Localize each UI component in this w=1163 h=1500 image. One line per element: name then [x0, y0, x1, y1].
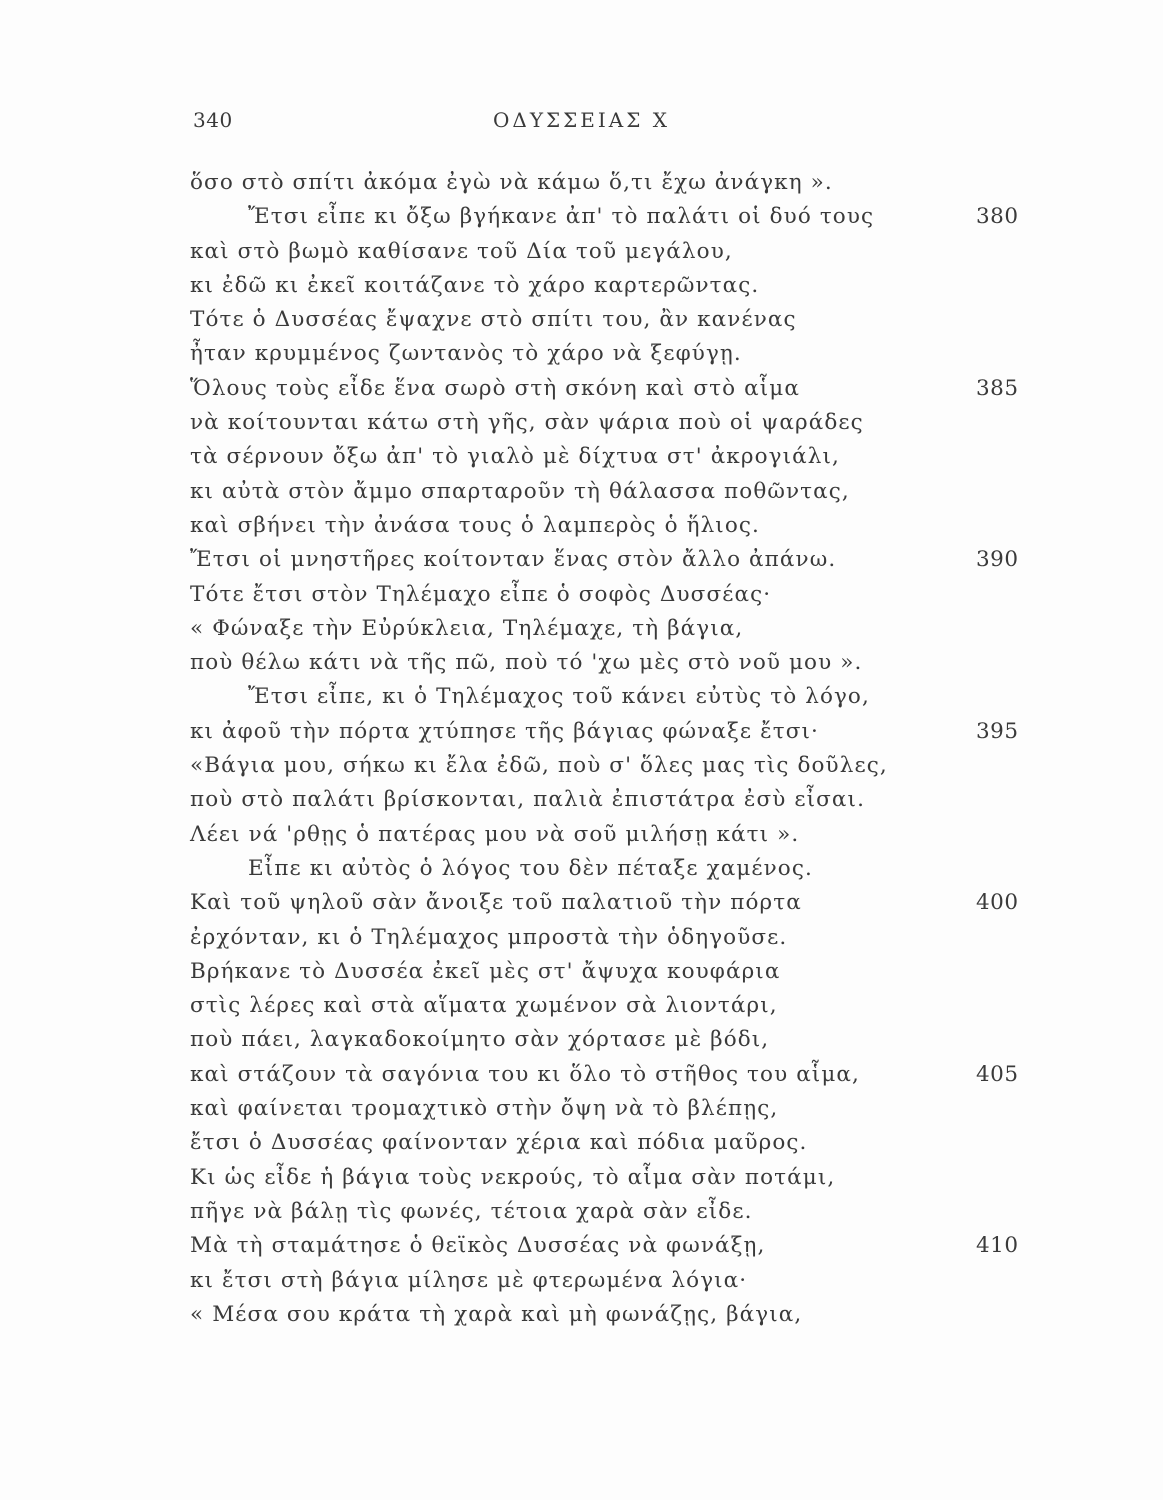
verse-text: κι ἐδῶ κι ἐκεῖ κοιτάζανε τὸ χάρο καρτερῶντας.: [190, 272, 760, 298]
verse-line: [190, 509, 1090, 543]
verse-text: Τότε ὁ Δυσσέας ἔψαχνε στὸ σπίτι του, ἂν κανένας: [190, 307, 797, 333]
verse-line: [190, 1229, 1090, 1263]
verse-text: κι ἔτσι στὴ βάγια μίλησε μὲ φτερωμένα λόγια·: [190, 1267, 748, 1293]
verse-text: στὶς λέρες καὶ στὰ αἵματα χωμένον σὰ λιοντάρι,: [190, 993, 778, 1019]
verse-text: καὶ στάζουν τὰ σαγόνια του κι ὅλο τὸ στῆθος του αἷμα,: [190, 1061, 860, 1087]
verse-text: Ἔτσι οἱ μνηστῆρες κοίτονταν ἕνας στὸν ἄλλο ἀπάνω.: [190, 547, 837, 573]
page-number: 340: [193, 108, 233, 132]
line-number: 395: [976, 718, 1019, 744]
verse-line: [190, 406, 1090, 440]
verse-line: [190, 269, 1090, 303]
verse-text: Λέει νά 'ρθῃς ὁ πατέρας μου νὰ σοῦ μιλήσῃ κάτι ».: [190, 821, 800, 847]
verse-line: [190, 543, 1090, 577]
verse-block: [190, 166, 1090, 1332]
verse-line: [190, 1161, 1090, 1195]
verse-text: Καὶ τοῦ ψηλοῦ σὰν ἄνοιξε τοῦ παλατιοῦ τὴν πόρτα: [190, 890, 802, 916]
verse-line: [190, 303, 1090, 337]
line-number: 390: [976, 547, 1019, 573]
verse-text: Ὅλους τοὺς εἶδε ἕνα σωρὸ στὴ σκόνη καὶ στὸ αἷμα: [190, 375, 800, 401]
line-number: 380: [976, 204, 1019, 230]
verse-line: [190, 1023, 1090, 1057]
running-title: ΟΔΥΣΣΕΙΑΣ Χ: [492, 108, 670, 132]
verse-line: [190, 646, 1090, 680]
verse-text: ἔτσι ὁ Δυσσέας φαίνονταν χέρια καὶ πόδια μαῦρος.: [190, 1130, 808, 1156]
line-number: 385: [976, 375, 1019, 401]
verse-line: [190, 852, 1090, 886]
verse-text: τὰ σέρνουν ὄξω ἀπ' τὸ γιαλὸ μὲ δίχτυα στ' ἀκρογιάλι,: [190, 444, 840, 470]
verse-text: Κι ὡς εἶδε ἡ βάγια τοὺς νεκρούς, τὸ αἷμα σὰν ποτάμι,: [190, 1164, 836, 1190]
verse-text: ποὺ πάει, λαγκαδοκοίμητο σὰν χόρτασε μὲ βόδι,: [190, 1027, 770, 1053]
verse-line: [190, 200, 1090, 234]
verse-text: ποὺ στὸ παλάτι βρίσκονται, παλιὰ ἐπιστάτρα ἐσὺ εἶσαι.: [190, 787, 865, 813]
verse-line: [190, 783, 1090, 817]
verse-line: [190, 749, 1090, 783]
verse-text: καὶ στὸ βωμὸ καθίσανε τοῦ Δία τοῦ μεγάλου,: [190, 238, 733, 264]
verse-line: [190, 235, 1090, 269]
verse-line: [190, 1298, 1090, 1332]
verse-text: πῆγε νὰ βάλῃ τὶς φωνές, τέτοια χαρὰ σὰν εἶδε.: [190, 1198, 753, 1224]
verse-line: [190, 1195, 1090, 1229]
verse-line: [190, 475, 1090, 509]
verse-text: Εἶπε κι αὐτὸς ὁ λόγος του δὲν πέταξε χαμένος.: [248, 855, 813, 881]
verse-text: ποὺ θέλω κάτι νὰ τῆς πῶ, ποὺ τό 'χω μὲς στὸ νοῦ μου ».: [190, 650, 863, 676]
verse-line: [190, 1126, 1090, 1160]
page-header: [0, 108, 1163, 138]
line-number: 410: [976, 1233, 1019, 1259]
verse-line: [190, 1092, 1090, 1126]
verse-text: Ἔτσι εἶπε, κι ὁ Τηλέμαχος τοῦ κάνει εὐτὺς τὸ λόγο,: [248, 684, 870, 710]
verse-line: [190, 818, 1090, 852]
verse-text: Ἔτσι εἶπε κι ὄξω βγήκανε ἀπ' τὸ παλάτι οἱ δυό τους: [248, 204, 875, 230]
verse-line: [190, 955, 1090, 989]
verse-text: καὶ φαίνεται τρομαχτικὸ στὴν ὄψη νὰ τὸ βλέπῃς,: [190, 1096, 779, 1122]
verse-text: Τότε ἔτσι στὸν Τηλέμαχο εἶπε ὁ σοφὸς Δυσσέας·: [190, 581, 772, 607]
verse-line: [190, 1264, 1090, 1298]
verse-line: [190, 680, 1090, 714]
verse-text: ἦταν κρυμμένος ζωντανὸς τὸ χάρο νὰ ξεφύγῃ.: [190, 341, 742, 367]
verse-text: Βρήκανε τὸ Δυσσέα ἐκεῖ μὲς στ' ἄψυχα κουφάρια: [190, 958, 781, 984]
verse-text: καὶ σβήνει τὴν ἀνάσα τους ὁ λαμπερὸς ὁ ἥλιος.: [190, 512, 760, 538]
verse-text: ὅσο στὸ σπίτι ἀκόμα ἐγὼ νὰ κάμω ὅ,τι ἔχω ἀνάγκη ».: [190, 170, 833, 195]
verse-line: [190, 337, 1090, 371]
verse-line: [190, 886, 1090, 920]
verse-line: [190, 578, 1090, 612]
verse-line: [190, 715, 1090, 749]
verse-text: « Μέσα σου κράτα τὴ χαρὰ καὶ μὴ φωνάζῃς, βάγια,: [190, 1301, 803, 1327]
verse-text: κι ἀφοῦ τὴν πόρτα χτύπησε τῆς βάγιας φώναξε ἔτσι·: [190, 718, 819, 744]
verse-line: [190, 612, 1090, 646]
verse-line: [190, 372, 1090, 406]
line-number: 405: [976, 1061, 1019, 1087]
verse-text: « Φώναξε τὴν Εὐρύκλεια, Τηλέμαχε, τὴ βάγια,: [190, 615, 744, 641]
verse-text: ἐρχόνταν, κι ὁ Τηλέμαχος μπροστὰ τὴν ὁδηγοῦσε.: [190, 924, 788, 950]
verse-line: [190, 1058, 1090, 1092]
verse-text: νὰ κοίτουνται κάτω στὴ γῆς, σὰν ψάρια ποὺ οἱ ψαράδες: [190, 410, 864, 436]
verse-line: [190, 921, 1090, 955]
verse-line: [190, 989, 1090, 1023]
verse-text: κι αὐτὰ στὸν ἄμμο σπαρταροῦν τὴ θάλασσα ποθῶντας,: [190, 478, 850, 504]
verse-text: Μὰ τὴ σταμάτησε ὁ θεϊκὸς Δυσσέας νὰ φωνάξῃ,: [190, 1233, 766, 1259]
verse-line: [190, 166, 1090, 200]
line-number: 400: [976, 890, 1019, 916]
verse-line: [190, 440, 1090, 474]
verse-text: «Βάγια μου, σήκω κι ἔλα ἐδῶ, ποὺ σ' ὅλες μας τὶς δοῦλες,: [190, 753, 888, 779]
